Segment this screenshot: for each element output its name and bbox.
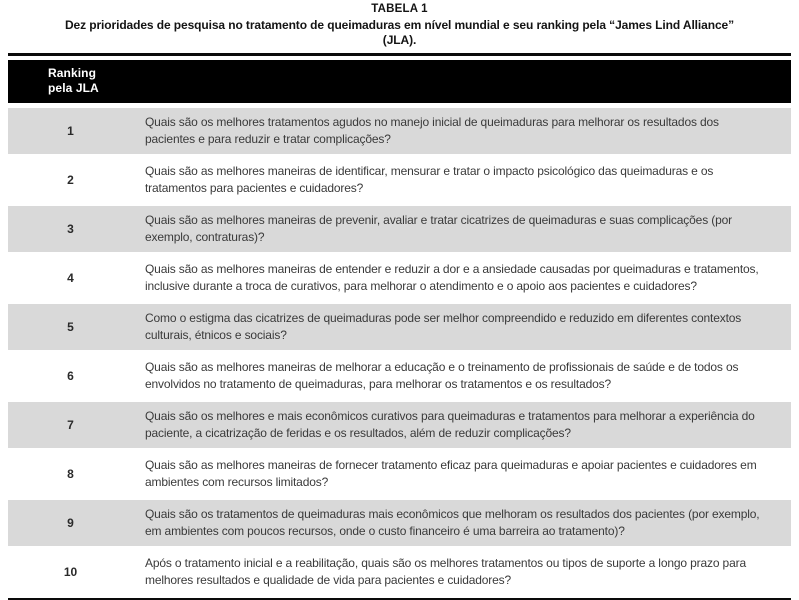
- question-cell: Quais são os melhores tratamentos agudos no manejo inicial de queimaduras para melhorar os resultados dos pacientes e para reduzir e tratar complicações?: [145, 115, 719, 146]
- question-cell: Quais são as melhores maneiras de identificar, mensurar e tratar o impacto psicológico das queimaduras e os tratamentos para pacientes e cuidadores?: [145, 164, 714, 195]
- ranking-cell: 4: [67, 271, 74, 285]
- table-title-block: [0, 3, 799, 48]
- ranking-cell: 2: [67, 173, 74, 187]
- ranking-cell: 10: [63, 565, 78, 579]
- table-row: [8, 157, 791, 203]
- ranking-column-header-line-2: pela JLA: [48, 81, 99, 95]
- ranking-cell: 8: [67, 467, 74, 481]
- question-cell: Quais são as melhores maneiras de prevenir, avaliar e tratar cicatrizes de queimaduras e suas complicações (por exemplo, contraturas)?: [145, 213, 732, 244]
- question-cell: Após o tratamento inicial e a reabilitação, quais são os melhores tratamentos ou tipos de suporte a longo prazo para melhores resultados e qualidade de vida para pacientes e cuidadores?: [145, 556, 746, 587]
- table-row: [8, 500, 791, 546]
- table-row: [8, 451, 791, 497]
- priorities-table: [8, 53, 791, 600]
- question-cell: Quais são os tratamentos de queimaduras mais econômicos que melhoram os resultados dos pacientes (por exemplo, em ambientes com poucos recursos, onde o custo financeiro é uma barreira ao tratamento)?: [145, 507, 760, 538]
- ranking-cell: 6: [67, 369, 74, 383]
- question-cell: Quais são as melhores maneiras de fornecer tratamento eficaz para queimaduras e apoiar pacientes e cuidadores em ambientes com recursos limitados?: [145, 458, 757, 489]
- ranking-cell: 3: [67, 222, 74, 236]
- question-cell: Quais são as melhores maneiras de melhorar a educação e o treinamento de profissionais de saúde e de todos os envolvidos no tratamento de queimaduras, para melhorar os tratamentos e os resultados?: [145, 360, 739, 391]
- table-row: [8, 353, 791, 399]
- table-row: [8, 304, 791, 350]
- question-cell: Quais são as melhores maneiras de entender e reduzir a dor e a ansiedade causadas por queimaduras e tratamentos, inclusive durante a troca de curativos, para melhorar o atendimento e o apoio aos pacientes e cuidadores?: [145, 262, 759, 293]
- question-cell: Quais são os melhores e mais econômicos curativos para queimaduras e tratamentos para melhorar a experiência do paciente, a cicatrização de feridas e os resultados, além de reduzir complicações?: [145, 409, 755, 440]
- table-row: [8, 255, 791, 301]
- ranking-cell: 7: [67, 418, 74, 432]
- table-label: TABELA 1: [371, 3, 428, 15]
- table-row: [8, 402, 791, 448]
- table-row: [8, 108, 791, 154]
- table-row: [8, 206, 791, 252]
- table-body: [8, 108, 791, 595]
- table-caption-line-2: (JLA).: [382, 33, 417, 47]
- ranking-cell: 1: [67, 124, 74, 138]
- ranking-column-header-line-1: Ranking: [48, 66, 97, 80]
- table-header-row: [8, 60, 791, 103]
- table-row: [8, 549, 791, 595]
- ranking-cell: 9: [67, 516, 74, 530]
- table-top-rule: [8, 53, 791, 56]
- table-caption-line-1: Dez prioridades de pesquisa no tratamento de queimaduras em nível mundial e seu ranking pela “James Lind Alliance”: [64, 18, 734, 32]
- ranking-cell: 5: [67, 320, 74, 334]
- question-cell: Como o estigma das cicatrizes de queimaduras pode ser melhor compreendido e reduzido em diferentes contextos culturais, étnicos e sociais?: [145, 311, 742, 342]
